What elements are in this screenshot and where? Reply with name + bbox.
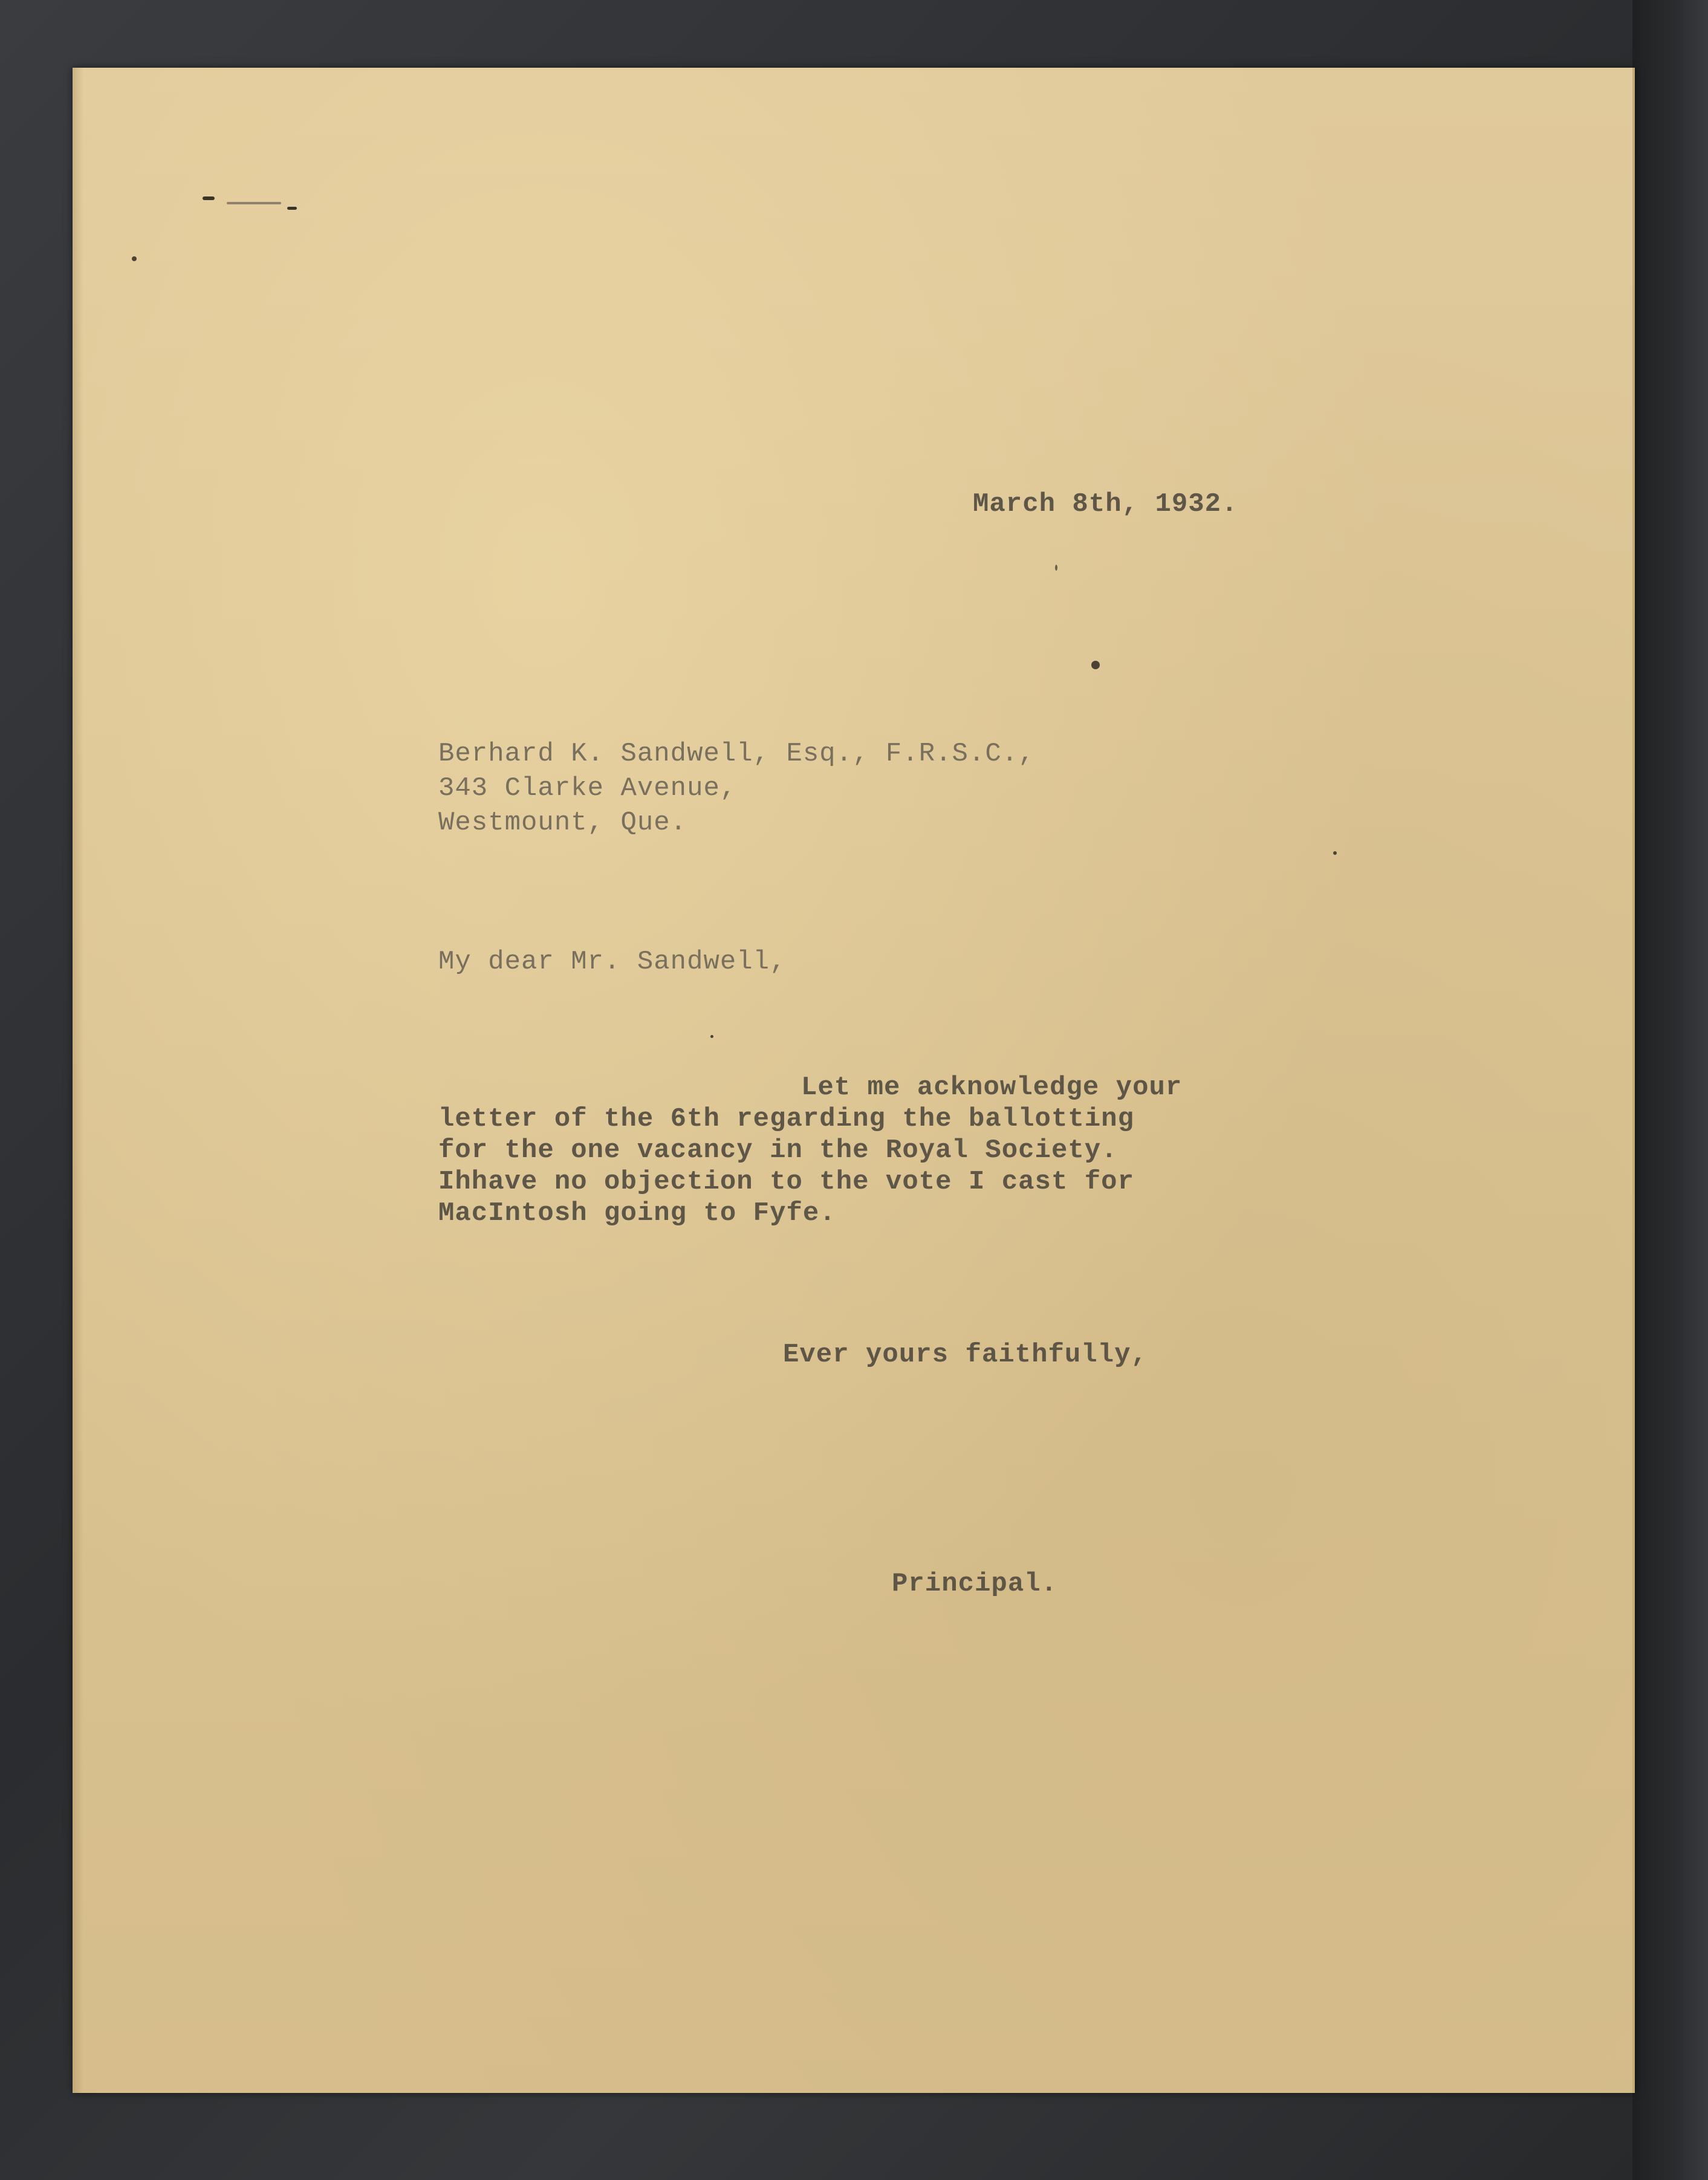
closing: Ever yours faithfully, xyxy=(783,1340,1148,1370)
recipient-street-line: 343 Clarke Avenue, xyxy=(438,773,737,803)
salutation: My dear Mr. Sandwell, xyxy=(438,947,787,977)
scanner-background-edge xyxy=(1632,0,1708,2180)
body-line: Ihhave no objection to the vote I cast for xyxy=(438,1167,1134,1197)
recipient-name-line: Berhard K. Sandwell, Esq., F.R.S.C., xyxy=(438,739,1035,769)
body-line: MacIntosh going to Fyfe. xyxy=(438,1198,836,1228)
recipient-city-line: Westmount, Que. xyxy=(438,808,687,838)
paper-mark xyxy=(227,202,281,204)
letter-sheet xyxy=(73,68,1635,2093)
paper-speck xyxy=(132,256,137,261)
paper-speck xyxy=(1333,851,1337,855)
letter-date: March 8th, 1932. xyxy=(973,489,1238,519)
paper-speck xyxy=(1055,565,1057,571)
paper-speck xyxy=(1091,661,1100,669)
body-line: for the one vacancy in the Royal Society. xyxy=(438,1135,1118,1166)
paper-mark xyxy=(203,196,215,200)
signature-title: Principal. xyxy=(892,1569,1058,1599)
body-line: Let me acknowledge your xyxy=(801,1072,1183,1103)
paper-mark xyxy=(287,207,297,210)
body-line: letter of the 6th regarding the ballotting xyxy=(438,1104,1134,1134)
paper-speck xyxy=(710,1035,713,1038)
paper-edge-shading xyxy=(73,68,83,2093)
